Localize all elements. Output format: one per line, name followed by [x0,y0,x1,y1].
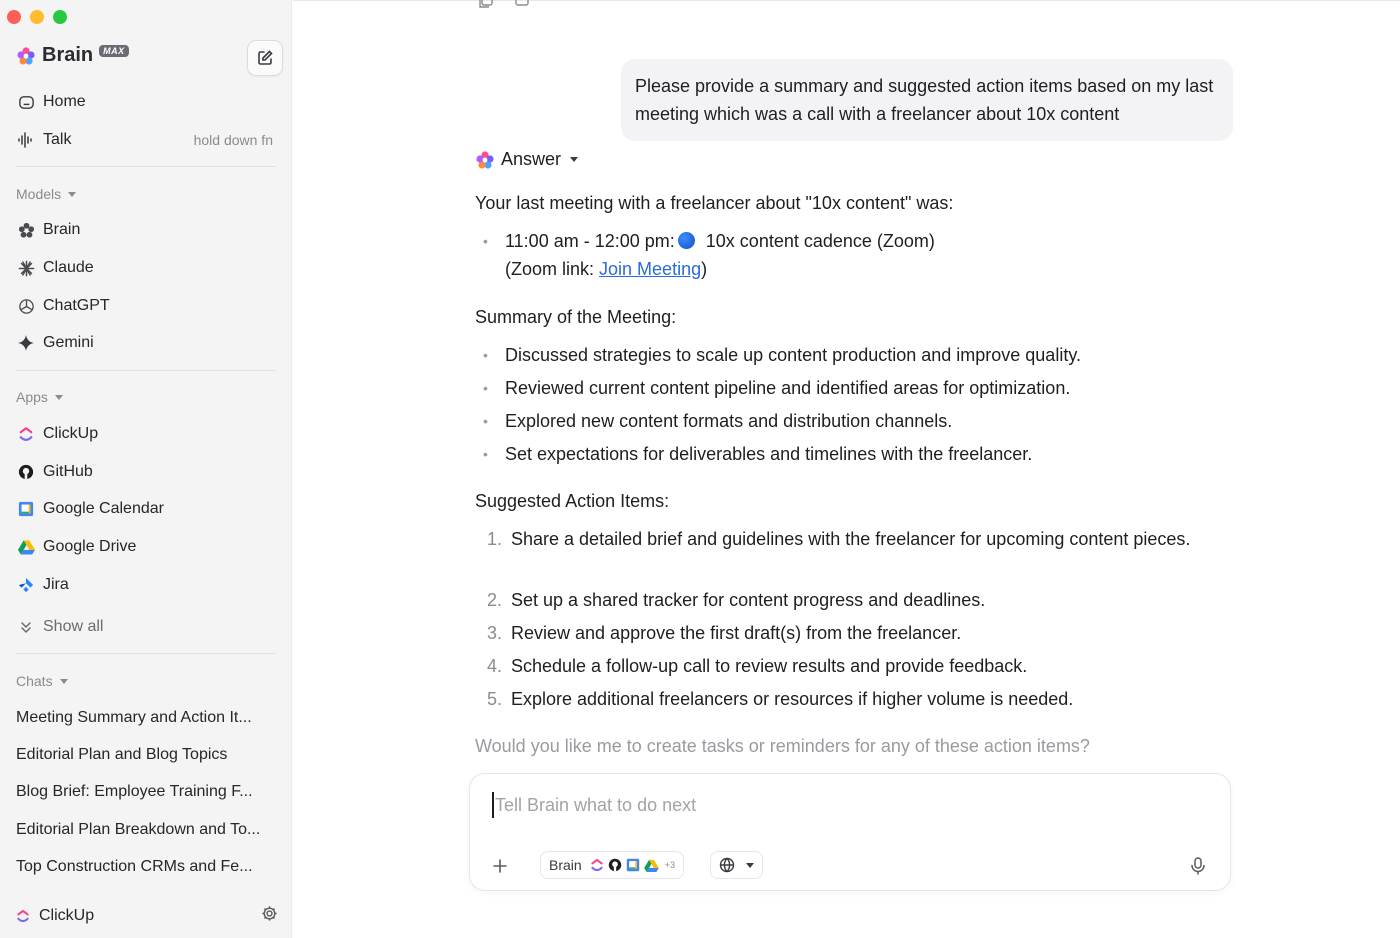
sidebar-item-label: Gemini [43,334,94,351]
sidebar-item-app-google-calendar[interactable] [8,493,284,525]
sidebar-item-app-github[interactable] [8,456,284,488]
zoom-window-button[interactable] [53,10,67,24]
google-drive-icon [644,859,659,872]
globe-icon [719,857,735,873]
minimize-window-button[interactable] [30,10,44,24]
sidebar-item-talk[interactable] [8,124,284,156]
summary-heading: Summary of the Meeting: [475,307,677,327]
action-text: Share a detailed brief and guidelines with the freelancer for upcoming content pieces. [511,529,1191,549]
sidebar-item-label: Google Drive [43,538,137,555]
window-controls [7,10,67,24]
github-icon [608,858,622,872]
sidebar-item-label: Talk [43,131,72,148]
voice-input-button[interactable] [1184,852,1212,880]
clickup-icon [590,858,604,872]
gemini-icon [17,334,35,352]
google-drive-icon [17,538,35,556]
action-text: Review and approve the first draft(s) from the freelancer. [511,623,962,643]
section-label: Apps [16,389,48,405]
zoom-prefix: (Zoom link: [505,259,600,279]
chat-main [293,0,1400,938]
web-search-toggle[interactable] [710,851,763,879]
models-section-toggle[interactable] [16,186,76,202]
actions-heading: Suggested Action Items: [475,491,670,511]
action-number: 3. [487,623,503,643]
model-label: Brain [549,857,582,873]
summary-item: • Set expectations for deliverables and timelines with the freelancer. [505,440,1032,468]
action-item [487,652,1191,680]
sidebar-item-app-jira[interactable] [8,569,284,601]
user-message: Please provide a summary and suggested action items based on my last meeting which was a call with a freelancer about 10x content [621,59,1233,141]
action-number: 4. [487,656,503,676]
answer-header[interactable] [475,149,578,170]
talk-hint: hold down fn [193,132,273,148]
message-actions [478,0,530,9]
chats-section-toggle[interactable] [16,673,68,689]
sidebar-item-model-gemini[interactable] [8,327,284,359]
sidebar-item-app-google-drive[interactable] [8,531,284,563]
answer-label: Answer [501,149,562,169]
sidebar-item-label: ChatGPT [43,297,110,314]
chat-history-item[interactable]: Top Construction CRMs and Fe... [16,858,253,875]
workspace-row[interactable] [16,905,278,927]
followup-question: Would you like me to create tasks or reminders for any of these action items? [475,736,1090,756]
share-icon[interactable] [514,0,530,9]
brain-icon [17,221,35,239]
brain-logo-icon [475,150,495,170]
prompt-input[interactable]: Tell Brain what to do next [492,792,696,818]
summary-item: • Explored new content formats and distribution channels. [505,407,952,435]
meeting-title: 10x content cadence (Zoom) [705,231,935,251]
sidebar-item-label: Jira [43,576,69,593]
copy-icon[interactable] [478,0,494,9]
summary-item: • Discussed strategies to scale up content production and improve quality. [505,341,1081,369]
brand [16,44,129,67]
caret-down-icon [746,863,754,868]
divider [16,370,276,371]
action-item [487,685,1191,713]
github-icon [17,463,35,481]
message-composer [469,773,1231,891]
sidebar-item-model-chatgpt[interactable] [8,290,284,322]
sidebar [0,0,292,938]
section-label: Models [16,186,62,202]
join-meeting-link[interactable]: Join Meeting [599,259,702,279]
model-selector[interactable] [540,851,684,879]
zoom-suffix: ) [701,259,708,279]
sidebar-item-label: Brain [43,221,81,238]
sidebar-item-model-claude[interactable] [8,252,284,284]
meeting-time: 11:00 am - 12:00 pm: [505,231,675,251]
chat-history-item[interactable]: Editorial Plan Breakdown and To... [16,821,261,838]
sidebar-item-model-brain[interactable] [8,214,284,246]
action-item [487,525,1191,553]
workspace-label: ClickUp [39,907,95,924]
google-calendar-icon [17,500,35,518]
clickup-icon [17,425,35,443]
divider [16,166,276,167]
show-all-label: Show all [43,618,104,635]
sidebar-item-home[interactable] [8,86,284,118]
home-icon [17,93,35,111]
settings-gear-icon[interactable] [261,905,278,927]
google-calendar-icon [626,858,640,872]
action-item [487,586,1191,614]
divider [16,653,276,654]
claude-icon [17,259,35,277]
apps-section-toggle[interactable] [16,389,63,405]
meeting-line [505,227,935,283]
action-text: Schedule a follow-up call to review results and provide feedback. [511,656,1028,676]
brand-name: Brain [42,44,94,66]
waveform-icon [17,131,35,149]
microphone-icon [1190,857,1206,875]
action-item [487,619,1191,647]
new-chat-button[interactable] [247,40,283,76]
close-window-button[interactable] [7,10,21,24]
summary-item: • Reviewed current content pipeline and identified areas for optimization. [505,374,1070,402]
action-number: 2. [487,590,503,610]
more-apps-count: +3 [664,860,675,870]
action-number: 1. [487,529,503,549]
section-label: Chats [16,673,53,689]
caret-down-icon [60,679,68,684]
plus-icon [492,858,508,874]
sidebar-item-app-clickup[interactable] [8,418,284,450]
show-all-button[interactable] [8,611,284,643]
action-number: 5. [487,689,503,709]
chat-history-item[interactable]: Editorial Plan and Blog Topics [16,746,228,763]
caret-down-icon [68,192,76,197]
clickup-icon [16,909,30,923]
sidebar-item-label: ClickUp [43,425,99,442]
add-attachment-button[interactable] [486,852,514,880]
jira-icon [17,576,35,594]
compose-icon [256,49,274,67]
sidebar-item-label: Home [43,93,86,110]
calendar-event-dot-icon [678,232,695,249]
chat-history-item[interactable]: Meeting Summary and Action It... [16,709,252,726]
chat-history-item[interactable]: Blog Brief: Employee Training F... [16,783,253,800]
caret-down-icon [55,395,63,400]
sidebar-item-label: Google Calendar [43,500,164,517]
chatgpt-icon [17,297,35,315]
caret-down-icon [570,157,578,162]
brand-badge: MAX [99,45,129,57]
sidebar-item-label: GitHub [43,463,93,480]
brain-logo-icon [16,46,36,66]
action-text: Explore additional freelancers or resources if higher volume is needed. [511,689,1074,709]
answer-intro: Your last meeting with a freelancer about "10x content" was: [475,193,954,213]
action-text: Set up a shared tracker for content progress and deadlines. [511,590,986,610]
sidebar-item-label: Claude [43,259,94,276]
chevrons-down-icon [17,618,35,636]
